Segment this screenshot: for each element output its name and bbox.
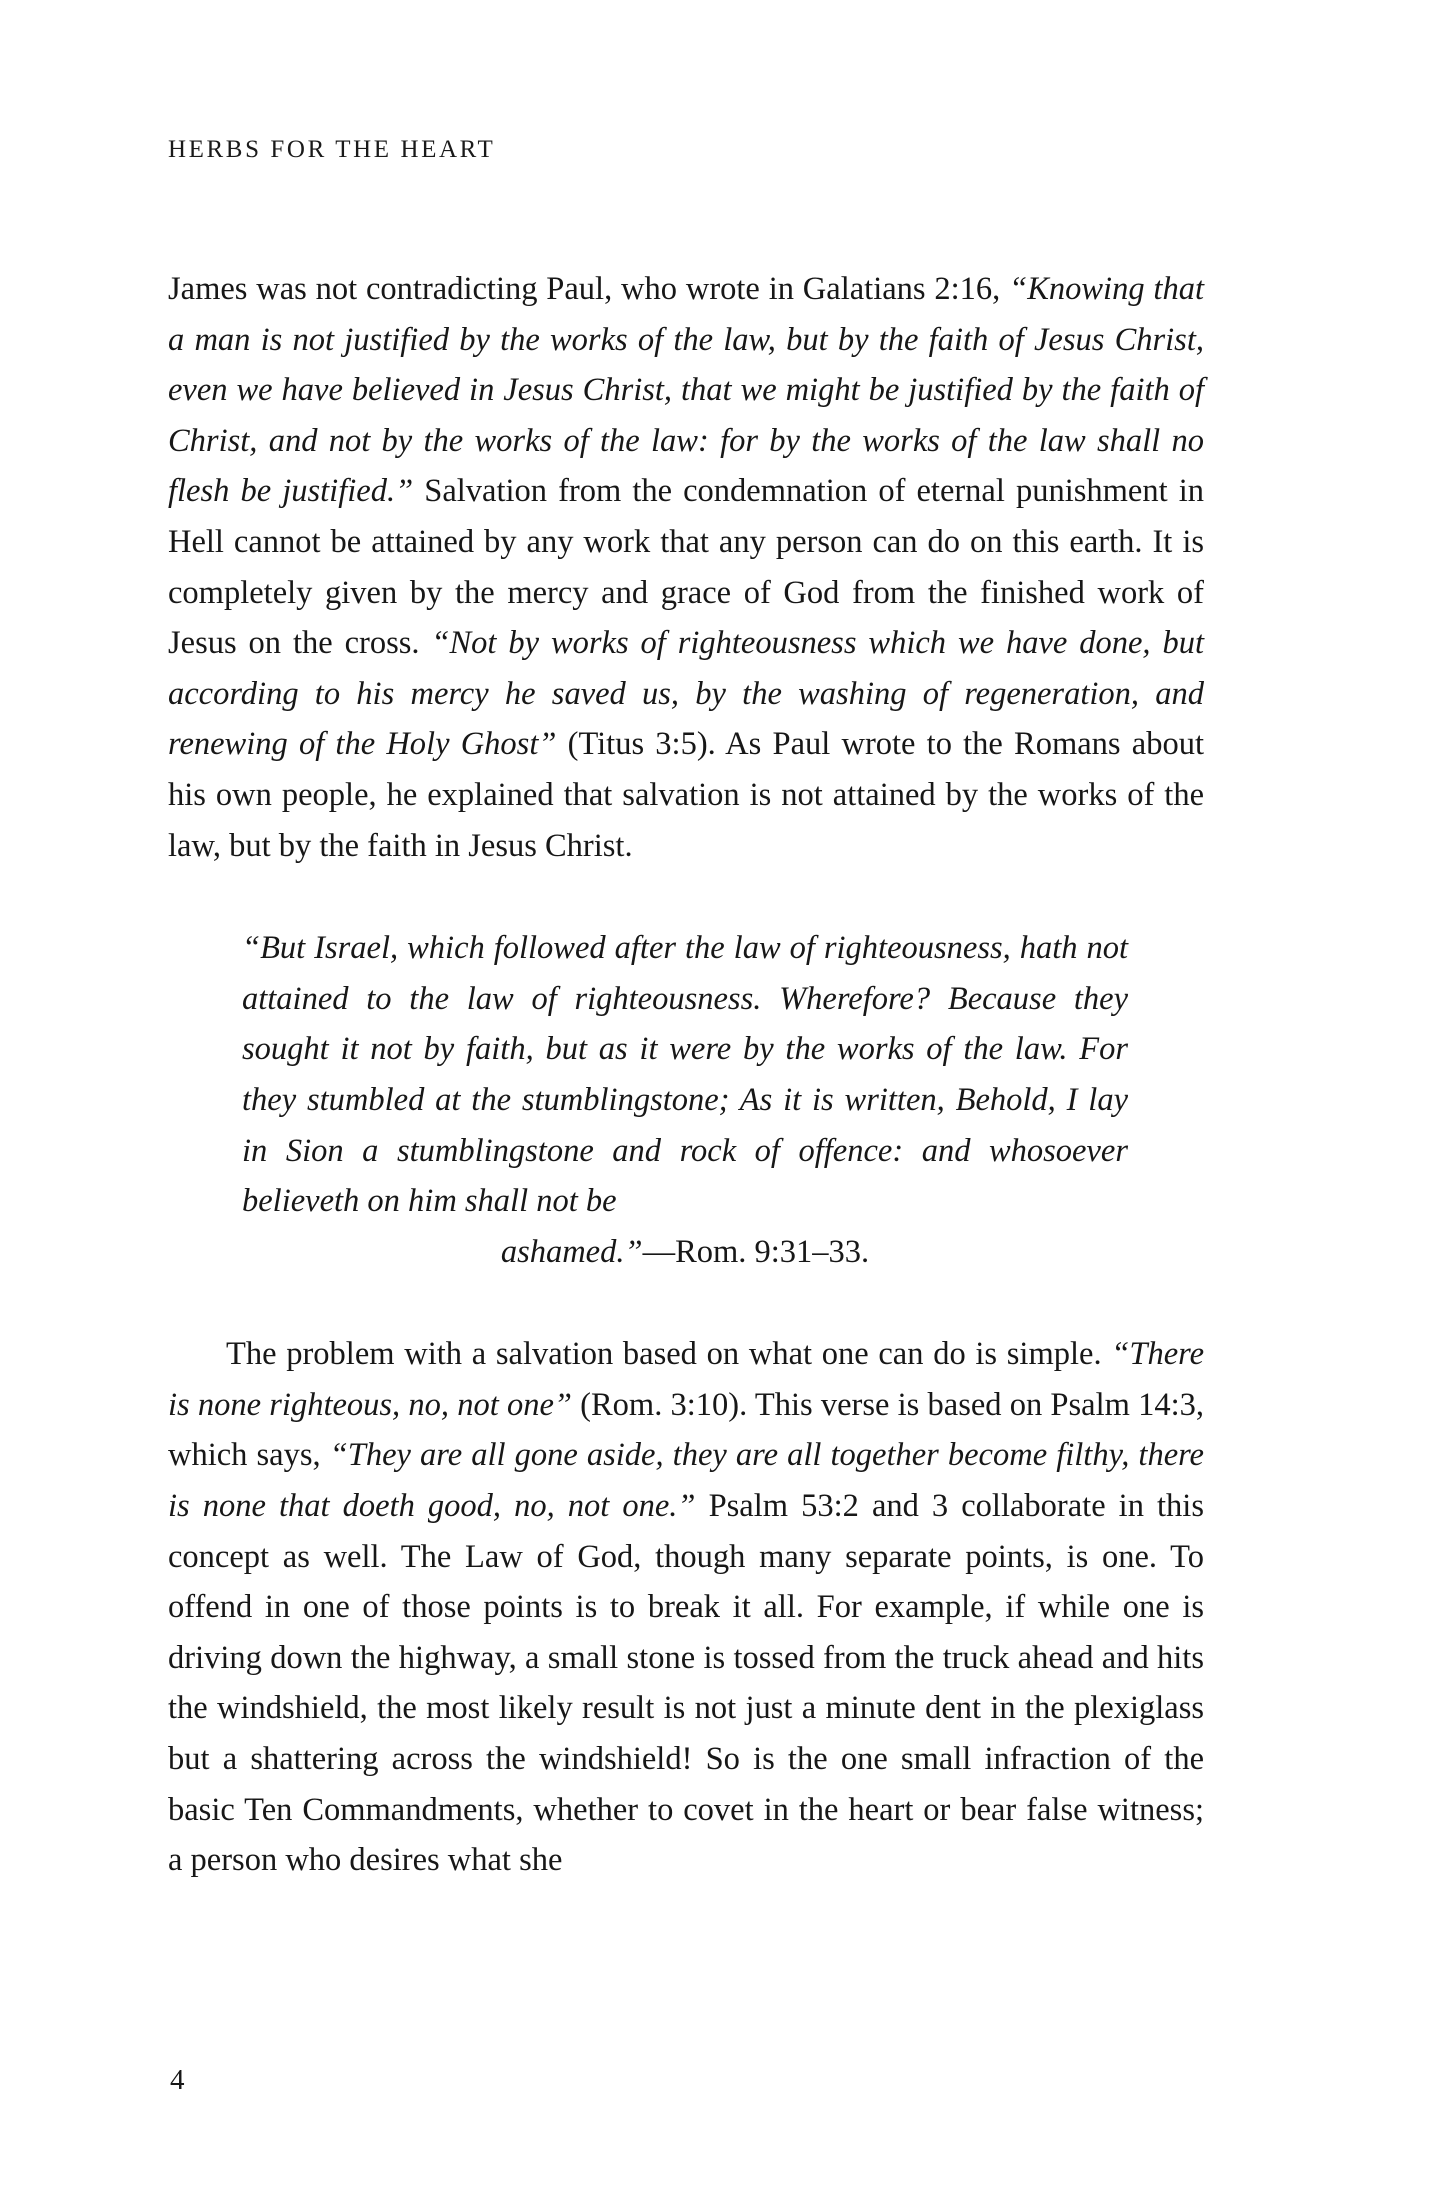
paragraph-one-run-1: James was not contradicting Paul, who wrote in Galatians 2:16, — [168, 271, 1010, 307]
paragraph-one-run-2: Salvation from the condemnation of eternal punishment in Hell cannot be attained by any work that any person can do on this earth. It is completely given by the mercy and grace of God from the finished work of Jesus on the cross. — [168, 473, 1204, 662]
scripture-quote-psalm: “They are all gone aside, they are all together become filthy, there is none that doeth good, no, not one.” — [168, 1437, 1204, 1525]
paragraph-one-run-3: (Titus 3:5). As Paul wrote to the Romans about his own people, he explained that salvation is not attained by the works of the law, but by the faith in Jesus Christ. — [168, 726, 1204, 864]
paragraph-one — [168, 264, 1204, 871]
block-quote-last-line — [242, 1227, 1128, 1278]
paragraph-two-run-2: (Rom. 3:10). This verse is based on Psalm 14:3, which says, — [168, 1386, 1204, 1474]
paragraph-two-run-3: Psalm 53:2 and 3 collaborate in this concept as well. The Law of God, though many separate points, is one. To offend in one of those points is to break it all. For example, if while one is driving down the highway, a small stone is tossed from the truck ahead and hits the windshield, the most likely result is not just a minute dent in the plexiglass but a shattering across the windshield! So is the one small infraction of the basic Ten Commandments, whether to covet in the heart or bear false witness; a person who desires what she — [168, 1488, 1204, 1879]
scripture-quote-titus: “Not by works of righteousness which we have done, but according to his mercy he saved us, by the washing of regeneration, and renewing of the Holy Ghost” — [168, 625, 1204, 763]
scripture-quote-romans-three: “There is none righteous, no, not one” — [168, 1336, 1204, 1423]
paragraph-two — [168, 1329, 1204, 1886]
scripture-quote-galatians: “Knowing that a man is not justified by the works of the law, but by the faith of Jesus Christ, even we have believed in Jesus Christ, that we might be justified by the faith of Christ, and not by the works of the law: for by the works of the law shall no flesh be justified.” — [168, 271, 1204, 510]
block-quote-citation: —Rom. 9:31–33. — [642, 1233, 870, 1270]
text-block — [168, 264, 1204, 1886]
page-number: 4 — [170, 2064, 185, 2096]
paragraph-two-run-1: The problem with a salvation based on what one can do is simple. — [226, 1336, 1112, 1373]
block-quote-closing-word: ashamed.” — [500, 1233, 643, 1270]
block-quote-romans — [242, 923, 1128, 1277]
running-head: HERBS FOR THE HEART — [168, 136, 496, 163]
block-quote-text: “But Israel, which followed after the law of righteousness, hath not attained to the law of righteousness. Wherefore? Because they sought it not by faith, but as it were by the works of the law. For they stumbled at the stumblingstone; As it is written, Behold, I lay in Sion a stumblingstone and rock of offence: and whosoever believeth on him shall not be — [242, 930, 1128, 1220]
